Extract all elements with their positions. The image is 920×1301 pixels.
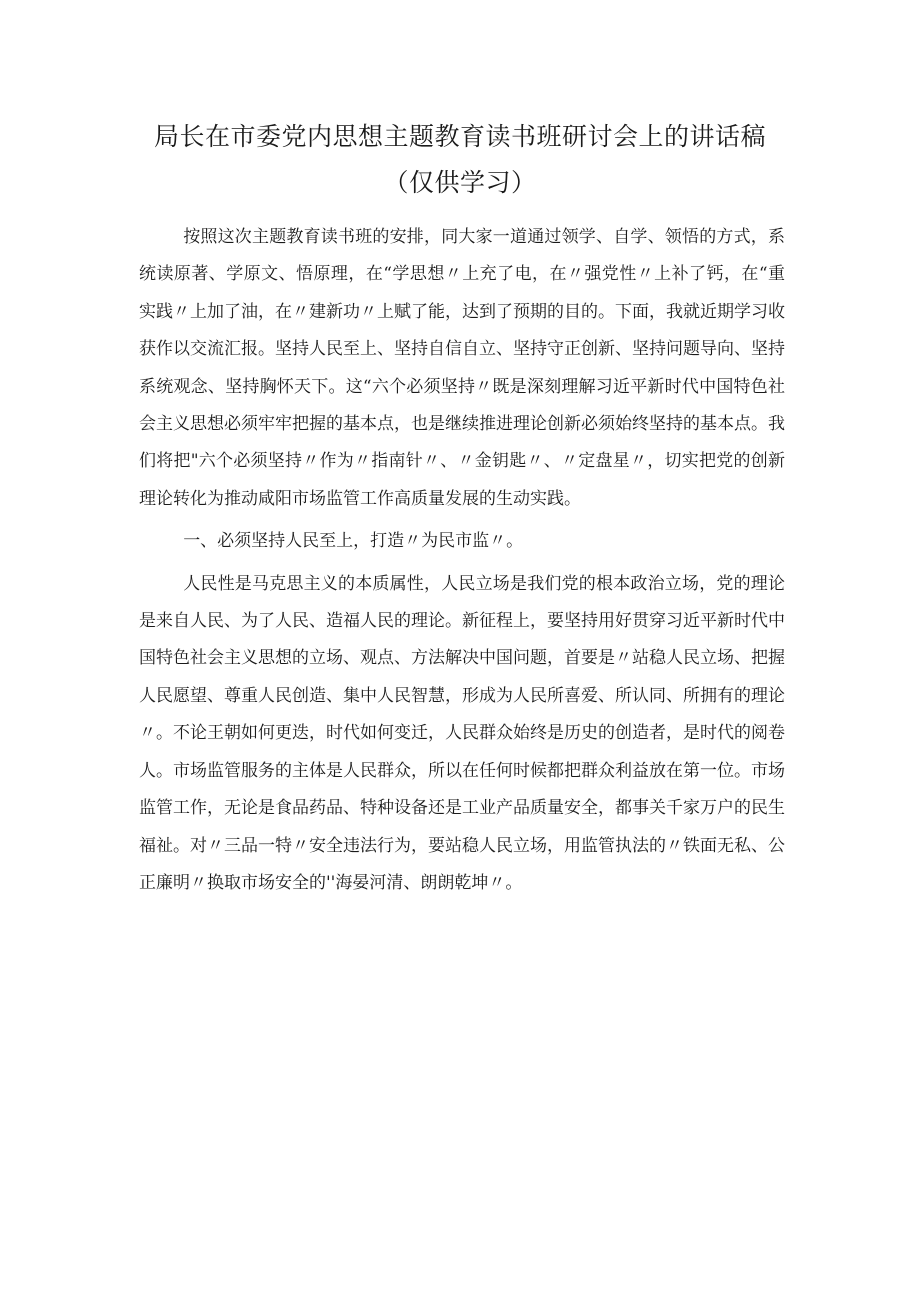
document-body xyxy=(139,219,785,907)
section-heading-1: 一、必须坚持人民至上，打造〃为民市监〃。 xyxy=(183,531,524,552)
document-title: 局长在市委党内思想主题教育读书班研讨会上的讲话稿（仅供学习） xyxy=(153,122,766,197)
section-1-paragraph: 人民性是马克思主义的本质属性，人民立场是我们党的根本政治立场，党的理论是来自人民、为了人民、造福人民的理论。新征程上，要坚持用好贯穿习近平新时代中国特色社会主义思想的立场、观点、方法解决中国问题，首要是〃站稳人民立场、把握人民愿望、尊重人民创造、集中人民智慧，形成为人民所喜爱、所认同、所拥有的理论〃。不论王朝如何更迭，时代如何变迁，人民群众始终是历史的创造者，是时代的阅卷人。市场监管服务的主体是人民群众，所以在任何时候都把群众利益放在第一位。市场监管工作，无论是食品药品、特种设备还是工业产品质量安全，都事关千家万户的民生福祉。对〃三品一特〃安全违法行为，要站稳人民立场，用监管执法的〃铁面无私、公正廉明〃换取市场安全的''海晏河清、朗朗乾坤〃。 xyxy=(139,573,785,893)
intro-paragraph: 按照这次主题教育读书班的安排，同大家一道通过领学、自学、领悟的方式，系统读原著、学原文、悟原理，在“学思想〃上充了电，在〃强党性〃上补了钙，在“重实践〃上加了油，在〃建新功〃上赋了能，达到了预期的目的。下面，我就近期学习收获作以交流汇报。坚持人民至上、坚持自信自立、坚持守正创新、坚持问题导向、坚持系统观念、坚持胸怀天下。这“六个必须坚持〃既是深刻理解习近平新时代中国特色社会主义思想必须牢牢把握的基本点，也是继续推进理论创新必须始终坚持的基本点。我们将把"六个必须坚持〃作为〃指南针〃、〃金钥匙〃、〃定盘星〃，切实把党的创新理论转化为推动咸阳市场监管工作高质量发展的生动实践。 xyxy=(139,227,785,509)
